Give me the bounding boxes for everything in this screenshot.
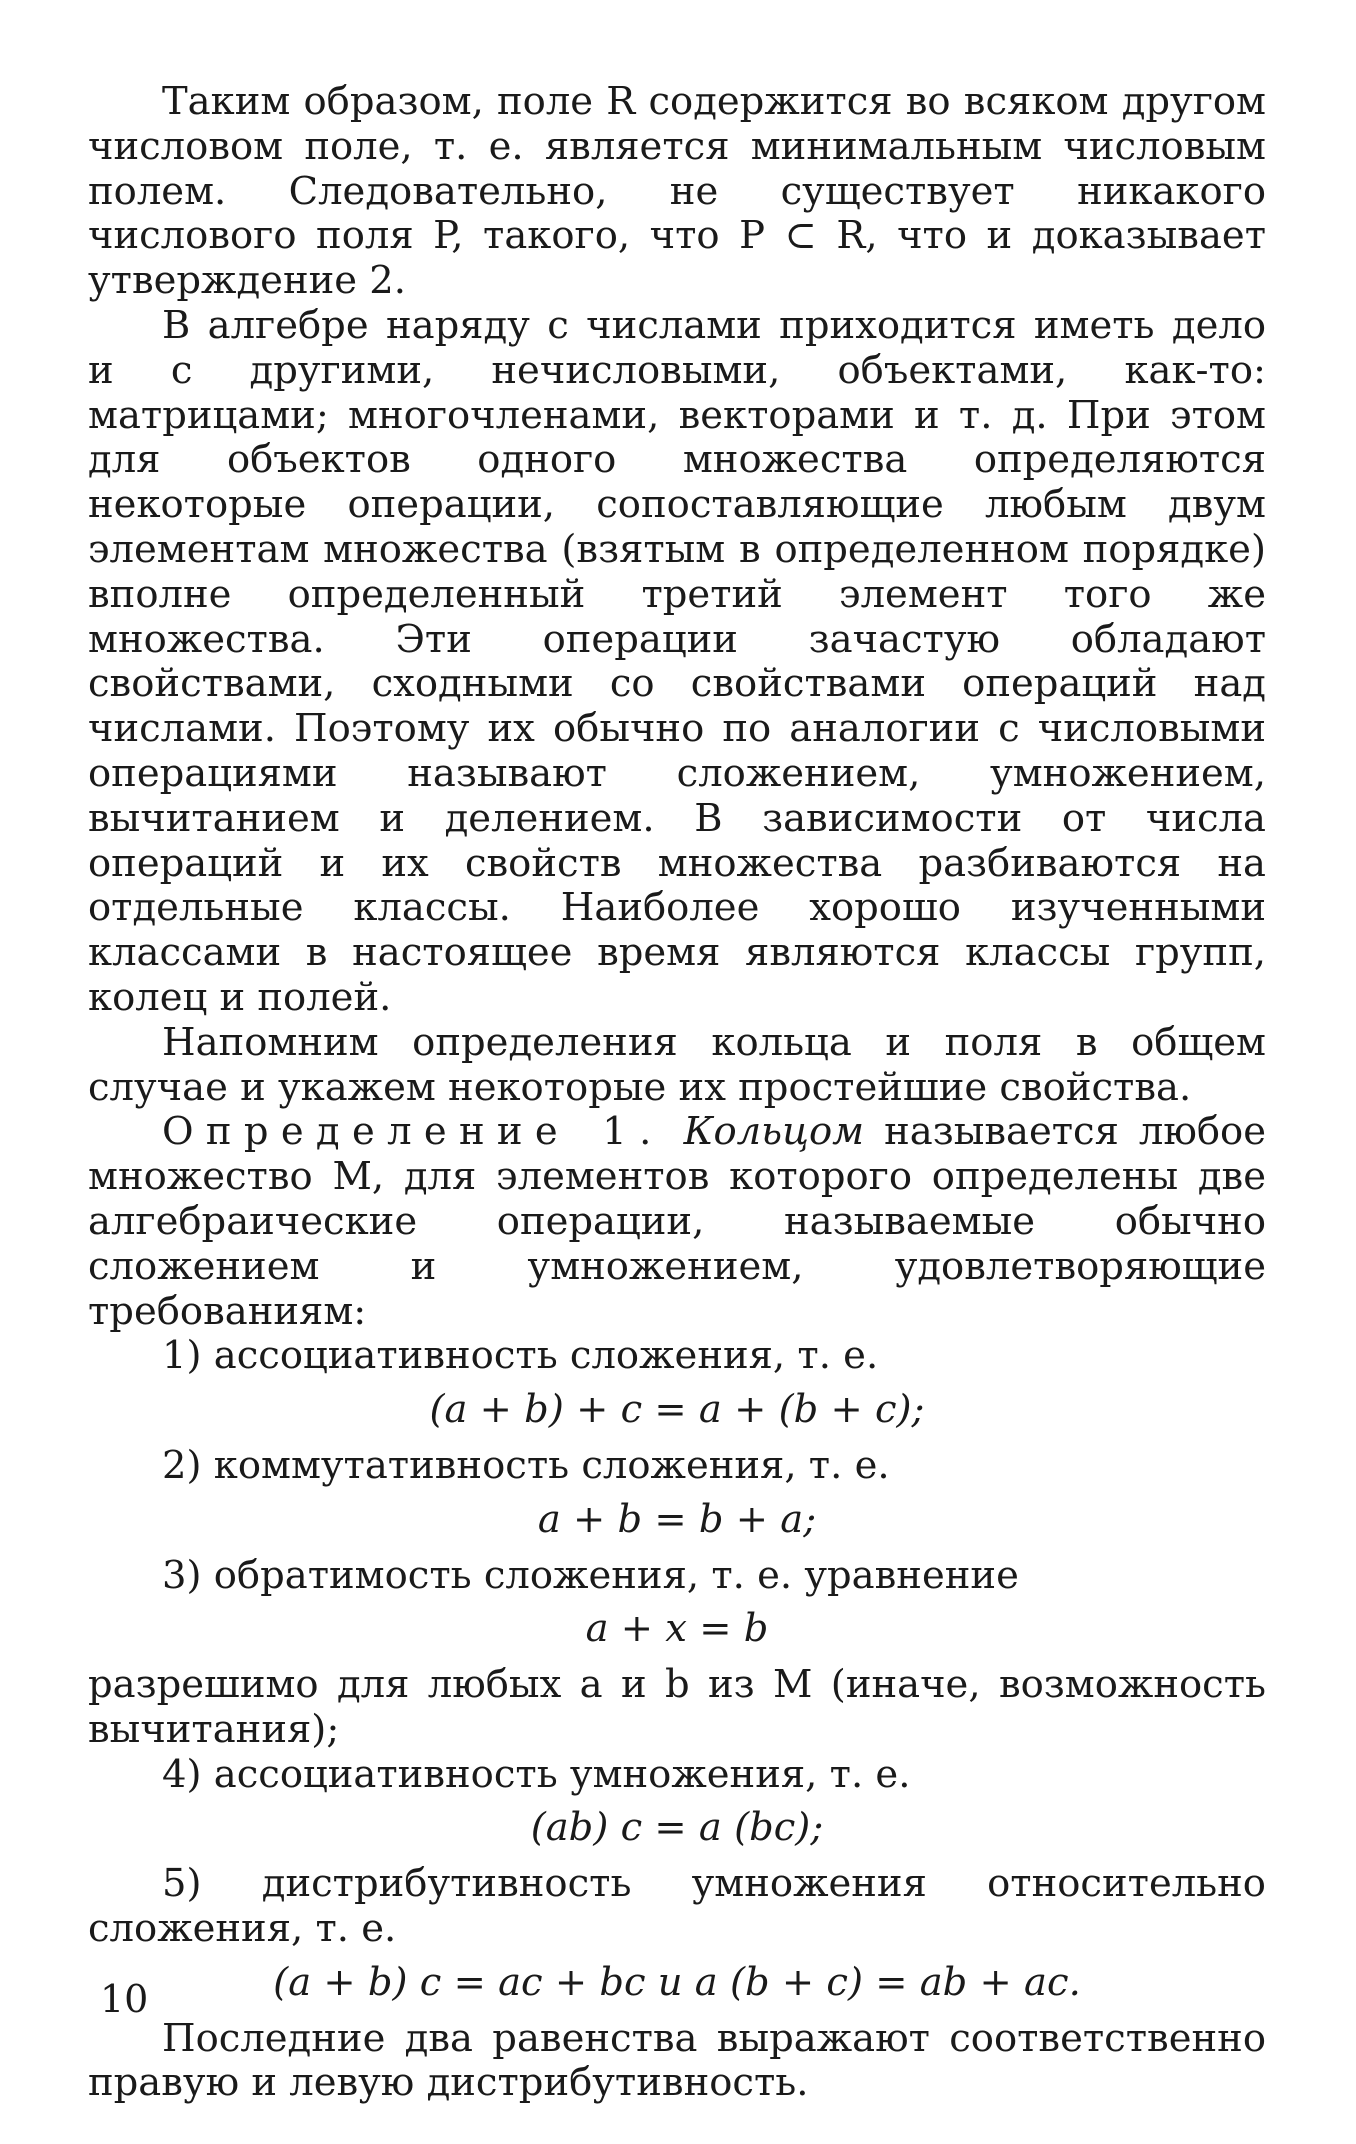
equation-4: (ab) c = a (bc); — [530, 1805, 824, 1851]
definition-term: Кольцом — [683, 1109, 865, 1155]
paragraph-reminder: Напомним определения кольца и поля в общем случае и укажем некоторые их простейшие свойства. — [88, 1019, 1266, 1110]
requirement-3-continuation: разрешимо для любых a и b из M (иначе, возможность вычитания); — [88, 1662, 1266, 1752]
requirement-5: 5) дистрибутивность умножения относительно сложения, т. е. — [88, 1861, 1266, 1952]
equation-2: a + b = b + a; — [537, 1496, 817, 1542]
requirement-3: 3) обратимость сложения, т. е. уравнение — [162, 1552, 1019, 1598]
requirement-1: 1) ассоциативность сложения, т. е. — [162, 1333, 879, 1379]
paragraph-closing: Последние два равенства выражают соответственно правую и левую дистрибутивность. — [88, 2015, 1266, 2106]
page-body — [88, 80, 1266, 2106]
definition-paragraph — [88, 1110, 1266, 1334]
definition-heading: Определение 1. — [162, 1109, 664, 1155]
equation-3: a + x = b — [585, 1606, 769, 1652]
paragraph-conclusion: Таким образом, поле R содержится во всяком другом числовом поле, т. е. является минимальным числовым полем. Следовательно, не существует никакого числового поля P, такого, что P ⊂ R, что и доказывает утверждение 2. — [88, 79, 1266, 304]
requirement-2: 2) коммутативность сложения, т. е. — [162, 1442, 890, 1488]
equation-1: (a + b) + c = a + (b + c); — [429, 1387, 925, 1433]
definition-body: называется любое множество M, для элементов которого определены две алгебраические операции, называемые обычно сложением и умножением, удовлетворяющие требованиям: — [88, 1109, 1266, 1334]
paragraph-algebra-objects: В алгебре наряду с числами приходится иметь дело и с другими, нечисловыми, объектами, как-то: матрицами; многочленами, векторами и т. д. При этом для объектов одного множества определяются некоторые операции, сопоставляющие любым двум элементам множества (взятым в определенном порядке) вполне определенный третий элемент того же множества. Эти операции зачастую обладают свойствами, сходными со свойствами операций над числами. Поэтому их обычно по аналогии с числовыми операциями называют сложением, умножением, вычитанием и делением. В зависимости от числа операций и их свойств множества разбиваются на отдельные классы. Наиболее хорошо изученными классами в настоящее время являются классы групп, колец и полей. — [88, 302, 1266, 1020]
page-number: 10 — [100, 1977, 149, 2021]
equation-5: (a + b) c = ac + bc и a (b + c) = ab + ac. — [273, 1959, 1081, 2005]
requirement-4: 4) ассоциативность умножения, т. е. — [162, 1751, 911, 1797]
